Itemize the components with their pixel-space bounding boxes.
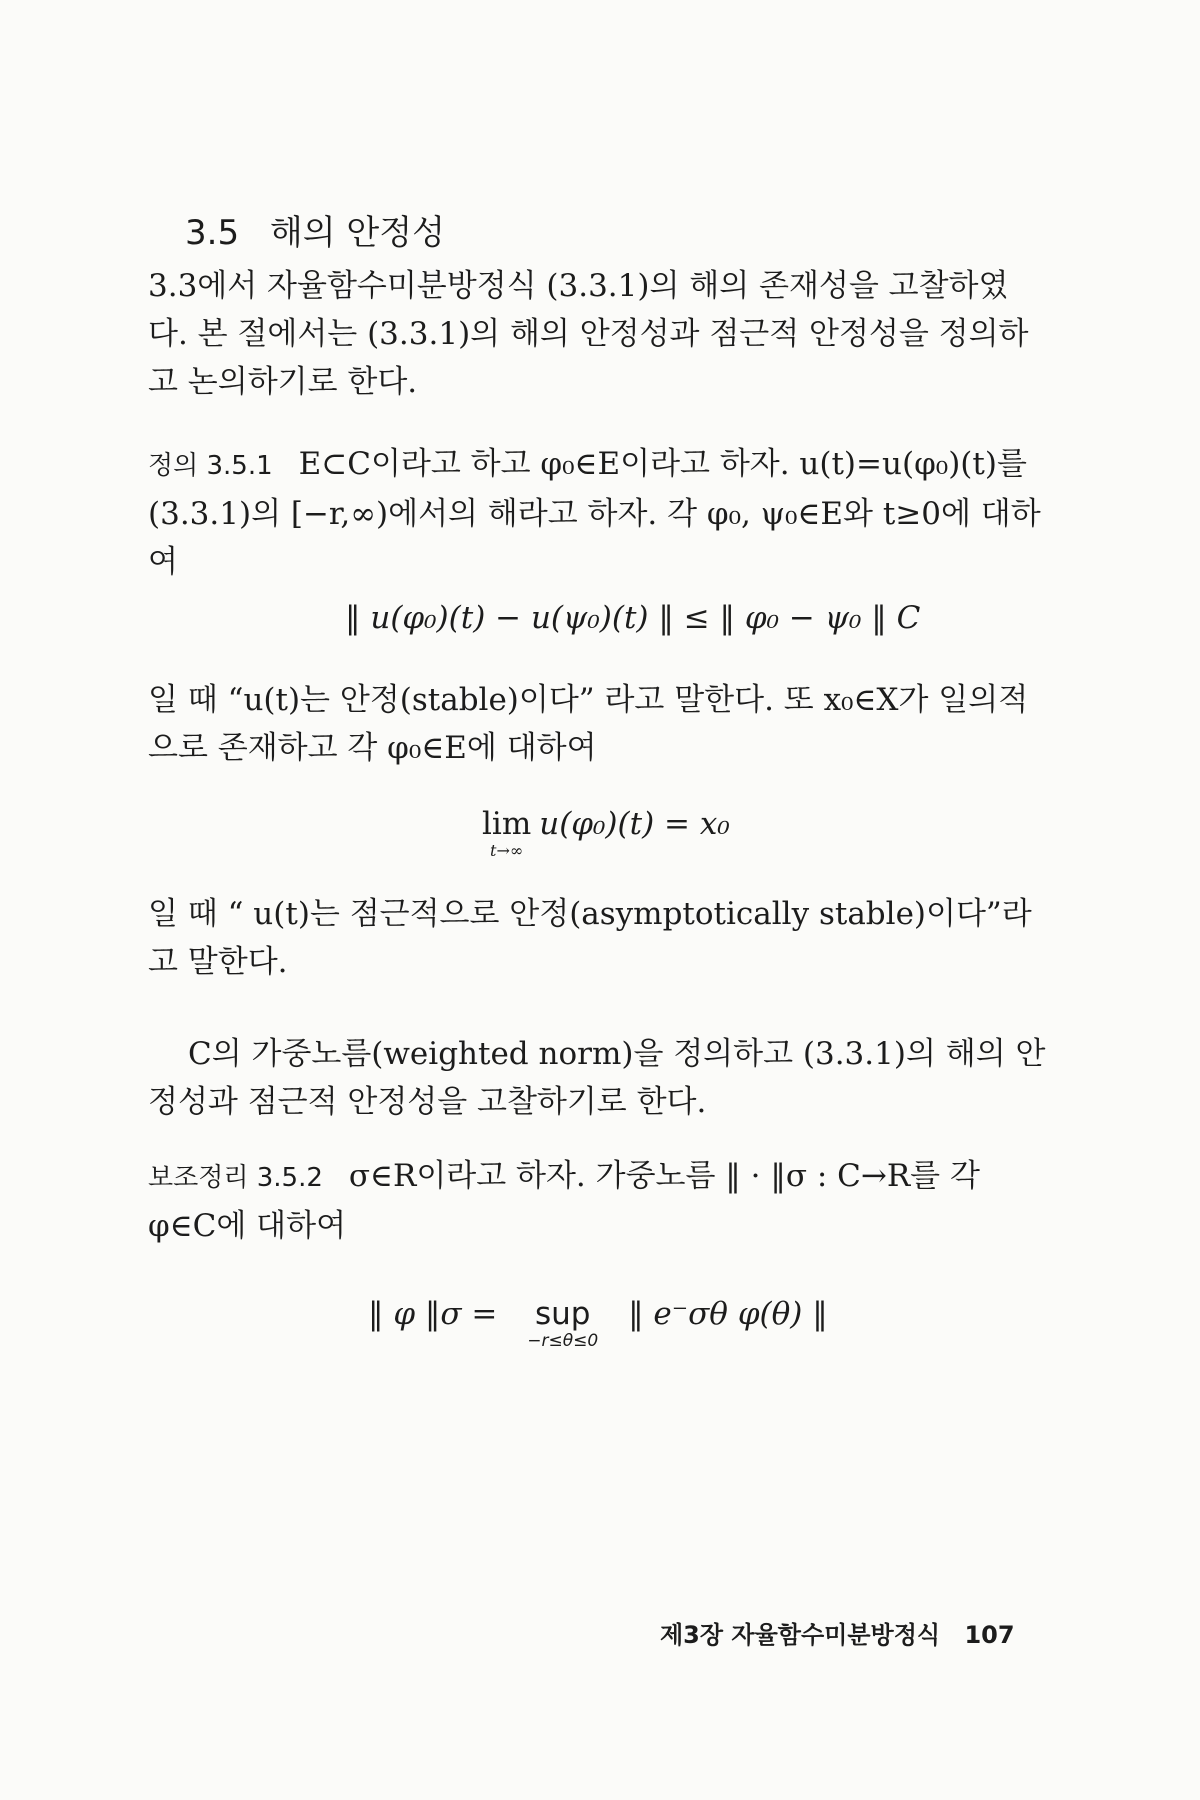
definition-paragraph	[148, 440, 1048, 586]
section-number: 3.5	[185, 213, 240, 253]
lemma-text: σ∈R이라고 하자. 가중노름 ‖ · ‖σ : C→R를 각 φ∈C에 대하여	[148, 1158, 980, 1244]
asymptotic-definition-text: 일 때 “ u(t)는 점근적으로 안정(asymptotically stable)이다”라고 말한다.	[148, 896, 1032, 980]
section-heading	[185, 205, 445, 254]
stability-inequality: ‖ u(φ₀)(t) − u(ψ₀)(t) ‖ ≤ ‖ φ₀ − ψ₀ ‖ C	[345, 600, 921, 636]
sup-operator: sup −r≤θ≤0	[527, 1296, 599, 1351]
definition-label: 정의 3.5.1	[148, 451, 273, 481]
section-title: 해의 안정성	[269, 213, 445, 253]
limit-operator: lim t→∞	[482, 806, 532, 860]
lemma-label: 보조정리 3.5.2	[148, 1163, 323, 1193]
sup-subscript: −r≤θ≤0	[527, 1331, 599, 1351]
lemma-paragraph	[148, 1152, 1048, 1250]
norm-lhs: ‖ φ ‖σ =	[368, 1296, 498, 1332]
stable-definition-text: 일 때 “u(t)는 안정(stable)이다” 라고 말한다. 또 x₀∈X가 일의적으로 존재하고 각 φ₀∈E에 대하여	[148, 682, 1029, 766]
weighted-norm-paragraph: C의 가중노름(weighted norm)을 정의하고 (3.3.1)의 해의 안정성과 점근적 안정성을 고찰하기로 한다.	[148, 1036, 1046, 1120]
intro-paragraph: 3.3에서 자율함수미분방정식 (3.3.1)의 해의 존재성을 고찰하였다. 본 절에서는 (3.3.1)의 해의 안정성과 점근적 안정성을 정의하고 논의하기로 한다.	[148, 268, 1029, 400]
limit-expression: u(φ₀)(t) = x₀	[539, 806, 730, 842]
page-footer	[660, 1615, 1015, 1650]
limit-equation	[482, 806, 730, 860]
weighted-norm-equation	[368, 1296, 828, 1350]
norm-rhs: ‖ e⁻σθ φ(θ) ‖	[628, 1296, 828, 1332]
page-number: 107	[964, 1621, 1015, 1649]
limit-subscript: t→∞	[490, 841, 524, 860]
running-title: 제3장 자율함수미분방정식	[660, 1621, 941, 1649]
definition-text: E⊂C이라고 하고 φ₀∈E이라고 하자. u(t)=u(φ₀)(t)를 (3.3.1)의 [−r,∞)에서의 해라고 하자. 각 φ₀, ψ₀∈E와 t≥0에 대하여	[148, 446, 1041, 580]
